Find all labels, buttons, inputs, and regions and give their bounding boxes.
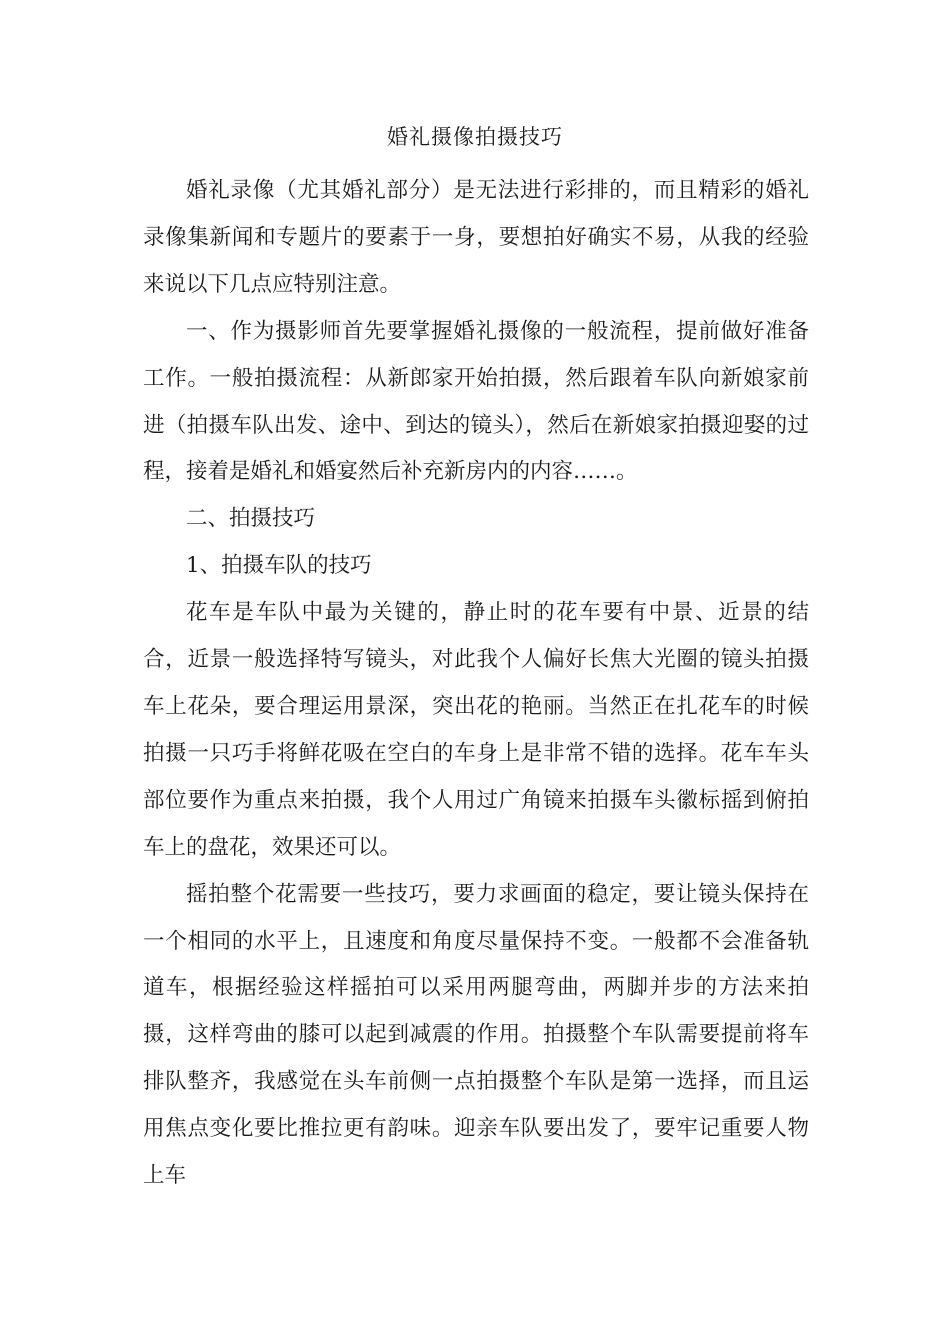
- heading-section-two: 二、拍摄技巧: [186, 506, 316, 532]
- paragraph-section-one: 一、作为摄影师首先要掌握婚礼摄像的一般流程，提前做好准备工作。一般拍摄流程：从新郎家开始拍摄，然后跟着车队向新娘家前进（拍摄车队出发、途中、到达的镜头），然后在新娘家拍摄迎娶的过程，接着是婚礼和婚宴然后补充新房内的内容……。: [143, 318, 809, 485]
- document-title: 婚礼摄像拍摄技巧: [387, 125, 563, 149]
- document-body: [143, 168, 809, 1200]
- subheading-motorcade: 1、拍摄车队的技巧: [186, 553, 372, 579]
- paragraph-intro: 婚礼录像（尤其婚礼部分）是无法进行彩排的，而且精彩的婚礼录像集新闻和专题片的要素于一身，要想拍好确实不易，从我的经验来说以下几点应特别注意。: [143, 178, 809, 297]
- paragraph-panning: 摇拍整个花需要一些技巧，要力求画面的稳定，要让镜头保持在一个相同的水平上，且速度和角度尽量保持不变。一般都不会准备轨道车，根据经验这样摇拍可以采用两腿弯曲，两脚并步的方法来拍摄，这样弯曲的膝可以起到减震的作用。拍摄整个车队需要提前将车排队整齐，我感觉在头车前侧一点拍摄整个车队是第一选择，而且运用焦点变化要比推拉更有韵味。迎亲车队要出发了，要牢记重要人物上车: [143, 881, 809, 1189]
- paragraph-flower-car: 花车是车队中最为关键的，静止时的花车要有中景、近景的结合，近景一般选择特写镜头，对此我个人偏好长焦大光圈的镜头拍摄车上花朵，要合理运用景深，突出花的艳丽。当然正在扎花车的时候拍摄一只巧手将鲜花吸在空白的车身上是非常不错的选择。花车车头部位要作为重点来拍摄，我个人用过广角镜来拍摄车头徽标摇到俯拍车上的盘花，效果还可以。: [143, 600, 809, 860]
